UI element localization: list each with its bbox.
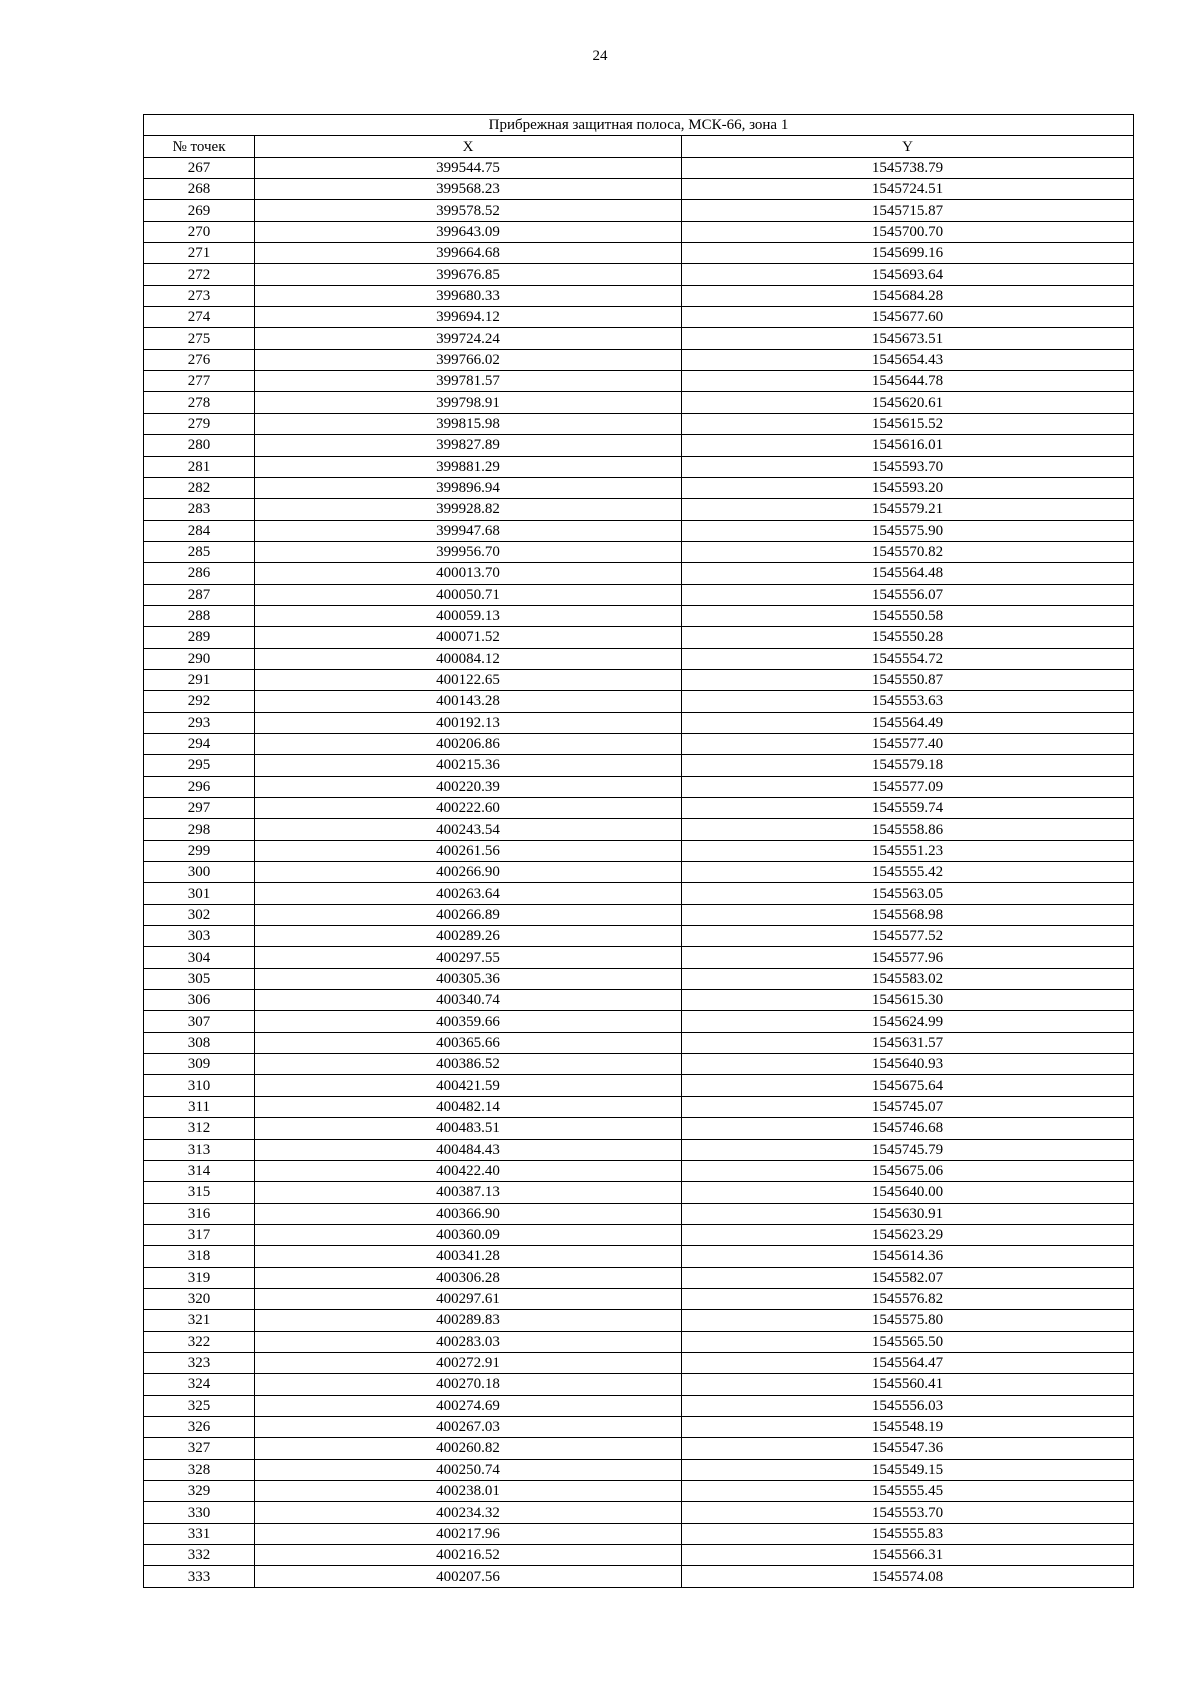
table-row xyxy=(144,947,1134,968)
cell-point-number: 280 xyxy=(144,435,255,456)
cell-point-number: 291 xyxy=(144,669,255,690)
table-row xyxy=(144,883,1134,904)
table-row xyxy=(144,712,1134,733)
cell-point-number: 286 xyxy=(144,563,255,584)
cell-y: 1545614.36 xyxy=(682,1246,1134,1267)
cell-point-number: 304 xyxy=(144,947,255,968)
cell-x: 400305.36 xyxy=(255,968,682,989)
cell-y: 1545549.15 xyxy=(682,1459,1134,1480)
table-row xyxy=(144,691,1134,712)
cell-point-number: 285 xyxy=(144,541,255,562)
cell-x: 400260.82 xyxy=(255,1438,682,1459)
cell-point-number: 318 xyxy=(144,1246,255,1267)
cell-x: 400261.56 xyxy=(255,840,682,861)
cell-x: 400122.65 xyxy=(255,669,682,690)
cell-point-number: 287 xyxy=(144,584,255,605)
cell-x: 400366.90 xyxy=(255,1203,682,1224)
table-row xyxy=(144,1288,1134,1309)
cell-point-number: 328 xyxy=(144,1459,255,1480)
cell-y: 1545715.87 xyxy=(682,200,1134,221)
cell-x: 400482.14 xyxy=(255,1096,682,1117)
cell-x: 399881.29 xyxy=(255,456,682,477)
cell-y: 1545559.74 xyxy=(682,798,1134,819)
cell-point-number: 310 xyxy=(144,1075,255,1096)
cell-y: 1545550.58 xyxy=(682,605,1134,626)
cell-point-number: 284 xyxy=(144,520,255,541)
cell-point-number: 268 xyxy=(144,179,255,200)
cell-point-number: 305 xyxy=(144,968,255,989)
cell-point-number: 272 xyxy=(144,264,255,285)
cell-x: 400341.28 xyxy=(255,1246,682,1267)
cell-x: 400272.91 xyxy=(255,1352,682,1373)
table-row xyxy=(144,1545,1134,1566)
cell-x: 400484.43 xyxy=(255,1139,682,1160)
cell-x: 399781.57 xyxy=(255,371,682,392)
cell-y: 1545640.93 xyxy=(682,1054,1134,1075)
cell-x: 400421.59 xyxy=(255,1075,682,1096)
cell-x: 400289.26 xyxy=(255,926,682,947)
cell-y: 1545640.00 xyxy=(682,1182,1134,1203)
cell-y: 1545550.87 xyxy=(682,669,1134,690)
cell-point-number: 317 xyxy=(144,1224,255,1245)
cell-x: 399947.68 xyxy=(255,520,682,541)
cell-y: 1545553.70 xyxy=(682,1502,1134,1523)
table-row xyxy=(144,1438,1134,1459)
cell-y: 1545577.09 xyxy=(682,776,1134,797)
cell-x: 400216.52 xyxy=(255,1545,682,1566)
table-row xyxy=(144,1352,1134,1373)
cell-point-number: 290 xyxy=(144,648,255,669)
cell-x: 400266.89 xyxy=(255,904,682,925)
table-row xyxy=(144,520,1134,541)
cell-x: 399956.70 xyxy=(255,541,682,562)
table-row xyxy=(144,733,1134,754)
table-row xyxy=(144,1395,1134,1416)
cell-y: 1545684.28 xyxy=(682,285,1134,306)
cell-point-number: 316 xyxy=(144,1203,255,1224)
cell-point-number: 279 xyxy=(144,413,255,434)
cell-y: 1545738.79 xyxy=(682,157,1134,178)
table-row xyxy=(144,1374,1134,1395)
cell-y: 1545615.52 xyxy=(682,413,1134,434)
table-row xyxy=(144,1054,1134,1075)
cell-y: 1545556.07 xyxy=(682,584,1134,605)
cell-y: 1545565.50 xyxy=(682,1331,1134,1352)
cell-x: 400215.36 xyxy=(255,755,682,776)
cell-x: 400340.74 xyxy=(255,990,682,1011)
cell-x: 399815.98 xyxy=(255,413,682,434)
table-row xyxy=(144,990,1134,1011)
cell-point-number: 277 xyxy=(144,371,255,392)
cell-x: 400386.52 xyxy=(255,1054,682,1075)
cell-y: 1545563.05 xyxy=(682,883,1134,904)
cell-y: 1545693.64 xyxy=(682,264,1134,285)
table-row xyxy=(144,1203,1134,1224)
table-row xyxy=(144,328,1134,349)
cell-x: 399643.09 xyxy=(255,221,682,242)
cell-y: 1545654.43 xyxy=(682,349,1134,370)
cell-x: 399568.23 xyxy=(255,179,682,200)
table-body xyxy=(144,157,1134,1587)
cell-point-number: 288 xyxy=(144,605,255,626)
table-row xyxy=(144,1075,1134,1096)
table-row xyxy=(144,371,1134,392)
cell-point-number: 292 xyxy=(144,691,255,712)
cell-x: 400360.09 xyxy=(255,1224,682,1245)
cell-point-number: 299 xyxy=(144,840,255,861)
cell-point-number: 297 xyxy=(144,798,255,819)
table-row xyxy=(144,456,1134,477)
header-y: Y xyxy=(682,136,1134,157)
cell-point-number: 302 xyxy=(144,904,255,925)
table-head xyxy=(144,115,1134,158)
table-row xyxy=(144,1246,1134,1267)
cell-x: 399827.89 xyxy=(255,435,682,456)
table-row xyxy=(144,157,1134,178)
cell-point-number: 319 xyxy=(144,1267,255,1288)
table-row xyxy=(144,392,1134,413)
cell-y: 1545547.36 xyxy=(682,1438,1134,1459)
table-row xyxy=(144,1011,1134,1032)
cell-x: 399676.85 xyxy=(255,264,682,285)
table-row xyxy=(144,1523,1134,1544)
table-row xyxy=(144,200,1134,221)
cell-x: 400289.83 xyxy=(255,1310,682,1331)
header-point-number: № точек xyxy=(144,136,255,157)
cell-y: 1545577.96 xyxy=(682,947,1134,968)
cell-point-number: 269 xyxy=(144,200,255,221)
table-row xyxy=(144,862,1134,883)
cell-y: 1545745.07 xyxy=(682,1096,1134,1117)
cell-y: 1545579.21 xyxy=(682,499,1134,520)
cell-x: 400250.74 xyxy=(255,1459,682,1480)
cell-x: 399766.02 xyxy=(255,349,682,370)
table-row xyxy=(144,243,1134,264)
table-row xyxy=(144,669,1134,690)
table-row xyxy=(144,349,1134,370)
cell-x: 400217.96 xyxy=(255,1523,682,1544)
cell-y: 1545564.48 xyxy=(682,563,1134,584)
cell-x: 400238.01 xyxy=(255,1481,682,1502)
cell-point-number: 325 xyxy=(144,1395,255,1416)
cell-x: 399928.82 xyxy=(255,499,682,520)
table-row xyxy=(144,605,1134,626)
table-row xyxy=(144,435,1134,456)
cell-y: 1545724.51 xyxy=(682,179,1134,200)
cell-y: 1545550.28 xyxy=(682,627,1134,648)
table-row xyxy=(144,798,1134,819)
cell-x: 400297.55 xyxy=(255,947,682,968)
table-row xyxy=(144,1566,1134,1587)
cell-point-number: 273 xyxy=(144,285,255,306)
cell-x: 400483.51 xyxy=(255,1118,682,1139)
table-row xyxy=(144,1182,1134,1203)
cell-y: 1545631.57 xyxy=(682,1032,1134,1053)
table-row xyxy=(144,776,1134,797)
table-row xyxy=(144,221,1134,242)
cell-y: 1545564.49 xyxy=(682,712,1134,733)
cell-point-number: 307 xyxy=(144,1011,255,1032)
table-row xyxy=(144,968,1134,989)
table-row xyxy=(144,648,1134,669)
cell-x: 400422.40 xyxy=(255,1160,682,1181)
table-row xyxy=(144,179,1134,200)
cell-y: 1545564.47 xyxy=(682,1352,1134,1373)
cell-point-number: 320 xyxy=(144,1288,255,1309)
cell-y: 1545593.20 xyxy=(682,477,1134,498)
cell-y: 1545746.68 xyxy=(682,1118,1134,1139)
cell-point-number: 312 xyxy=(144,1118,255,1139)
cell-y: 1545579.18 xyxy=(682,755,1134,776)
cell-y: 1545554.72 xyxy=(682,648,1134,669)
cell-y: 1545615.30 xyxy=(682,990,1134,1011)
cell-y: 1545551.23 xyxy=(682,840,1134,861)
cell-y: 1545575.80 xyxy=(682,1310,1134,1331)
table-header-row xyxy=(144,136,1134,157)
cell-y: 1545624.99 xyxy=(682,1011,1134,1032)
cell-y: 1545560.41 xyxy=(682,1374,1134,1395)
cell-point-number: 323 xyxy=(144,1352,255,1373)
cell-point-number: 270 xyxy=(144,221,255,242)
cell-y: 1545616.01 xyxy=(682,435,1134,456)
header-x: X xyxy=(255,136,682,157)
table-row xyxy=(144,477,1134,498)
table-title-row xyxy=(144,115,1134,136)
cell-y: 1545566.31 xyxy=(682,1545,1134,1566)
cell-y: 1545553.63 xyxy=(682,691,1134,712)
table-row xyxy=(144,755,1134,776)
table-row xyxy=(144,1224,1134,1245)
cell-y: 1545577.40 xyxy=(682,733,1134,754)
cell-point-number: 306 xyxy=(144,990,255,1011)
cell-point-number: 313 xyxy=(144,1139,255,1160)
cell-point-number: 308 xyxy=(144,1032,255,1053)
cell-y: 1545700.70 xyxy=(682,221,1134,242)
cell-point-number: 296 xyxy=(144,776,255,797)
cell-x: 400359.66 xyxy=(255,1011,682,1032)
cell-point-number: 333 xyxy=(144,1566,255,1587)
table-row xyxy=(144,1032,1134,1053)
table-row xyxy=(144,1310,1134,1331)
cell-y: 1545556.03 xyxy=(682,1395,1134,1416)
table-row xyxy=(144,1459,1134,1480)
cell-x: 399798.91 xyxy=(255,392,682,413)
cell-y: 1545576.82 xyxy=(682,1288,1134,1309)
cell-point-number: 301 xyxy=(144,883,255,904)
cell-x: 400071.52 xyxy=(255,627,682,648)
cell-point-number: 311 xyxy=(144,1096,255,1117)
page-number: 24 xyxy=(592,48,608,64)
cell-y: 1545574.08 xyxy=(682,1566,1134,1587)
table-row xyxy=(144,840,1134,861)
cell-x: 399896.94 xyxy=(255,477,682,498)
cell-point-number: 281 xyxy=(144,456,255,477)
table-row xyxy=(144,926,1134,947)
table-row xyxy=(144,1139,1134,1160)
table-row xyxy=(144,413,1134,434)
cell-point-number: 303 xyxy=(144,926,255,947)
cell-x: 400207.56 xyxy=(255,1566,682,1587)
table-row xyxy=(144,563,1134,584)
cell-x: 400297.61 xyxy=(255,1288,682,1309)
cell-point-number: 289 xyxy=(144,627,255,648)
cell-x: 399680.33 xyxy=(255,285,682,306)
cell-x: 400220.39 xyxy=(255,776,682,797)
cell-y: 1545677.60 xyxy=(682,307,1134,328)
cell-x: 400283.03 xyxy=(255,1331,682,1352)
table-row xyxy=(144,584,1134,605)
cell-point-number: 298 xyxy=(144,819,255,840)
cell-point-number: 294 xyxy=(144,733,255,754)
cell-y: 1545745.79 xyxy=(682,1139,1134,1160)
table-row xyxy=(144,1118,1134,1139)
cell-x: 399724.24 xyxy=(255,328,682,349)
cell-point-number: 332 xyxy=(144,1545,255,1566)
cell-y: 1545699.16 xyxy=(682,243,1134,264)
cell-x: 400143.28 xyxy=(255,691,682,712)
cell-y: 1545644.78 xyxy=(682,371,1134,392)
cell-y: 1545548.19 xyxy=(682,1416,1134,1437)
table-row xyxy=(144,1416,1134,1437)
cell-point-number: 295 xyxy=(144,755,255,776)
cell-point-number: 329 xyxy=(144,1481,255,1502)
cell-y: 1545555.83 xyxy=(682,1523,1134,1544)
table-row xyxy=(144,1331,1134,1352)
table-row xyxy=(144,819,1134,840)
cell-point-number: 314 xyxy=(144,1160,255,1181)
cell-y: 1545675.06 xyxy=(682,1160,1134,1181)
table-row xyxy=(144,307,1134,328)
cell-x: 400059.13 xyxy=(255,605,682,626)
cell-x: 400263.64 xyxy=(255,883,682,904)
cell-y: 1545675.64 xyxy=(682,1075,1134,1096)
cell-x: 400192.13 xyxy=(255,712,682,733)
cell-y: 1545555.42 xyxy=(682,862,1134,883)
cell-x: 400222.60 xyxy=(255,798,682,819)
cell-x: 400306.28 xyxy=(255,1267,682,1288)
cell-y: 1545582.07 xyxy=(682,1267,1134,1288)
cell-y: 1545673.51 xyxy=(682,328,1134,349)
cell-y: 1545570.82 xyxy=(682,541,1134,562)
cell-x: 400365.66 xyxy=(255,1032,682,1053)
cell-point-number: 315 xyxy=(144,1182,255,1203)
table-row xyxy=(144,285,1134,306)
cell-point-number: 271 xyxy=(144,243,255,264)
cell-y: 1545583.02 xyxy=(682,968,1134,989)
cell-point-number: 322 xyxy=(144,1331,255,1352)
cell-y: 1545558.86 xyxy=(682,819,1134,840)
cell-point-number: 276 xyxy=(144,349,255,370)
cell-y: 1545630.91 xyxy=(682,1203,1134,1224)
cell-x: 400243.54 xyxy=(255,819,682,840)
cell-point-number: 331 xyxy=(144,1523,255,1544)
cell-x: 400274.69 xyxy=(255,1395,682,1416)
cell-x: 399694.12 xyxy=(255,307,682,328)
cell-point-number: 326 xyxy=(144,1416,255,1437)
cell-x: 399544.75 xyxy=(255,157,682,178)
cell-point-number: 274 xyxy=(144,307,255,328)
table-row xyxy=(144,1502,1134,1523)
cell-y: 1545568.98 xyxy=(682,904,1134,925)
cell-x: 400266.90 xyxy=(255,862,682,883)
table-row xyxy=(144,1481,1134,1502)
cell-y: 1545593.70 xyxy=(682,456,1134,477)
cell-point-number: 300 xyxy=(144,862,255,883)
cell-point-number: 278 xyxy=(144,392,255,413)
cell-point-number: 267 xyxy=(144,157,255,178)
cell-y: 1545577.52 xyxy=(682,926,1134,947)
cell-x: 400234.32 xyxy=(255,1502,682,1523)
cell-x: 400267.03 xyxy=(255,1416,682,1437)
cell-x: 400050.71 xyxy=(255,584,682,605)
cell-x: 400270.18 xyxy=(255,1374,682,1395)
cell-x: 400206.86 xyxy=(255,733,682,754)
table-row xyxy=(144,264,1134,285)
table-row xyxy=(144,541,1134,562)
cell-point-number: 321 xyxy=(144,1310,255,1331)
cell-x: 400387.13 xyxy=(255,1182,682,1203)
cell-point-number: 282 xyxy=(144,477,255,498)
cell-point-number: 324 xyxy=(144,1374,255,1395)
cell-point-number: 327 xyxy=(144,1438,255,1459)
cell-y: 1545620.61 xyxy=(682,392,1134,413)
table-row xyxy=(144,627,1134,648)
cell-point-number: 293 xyxy=(144,712,255,733)
cell-x: 400013.70 xyxy=(255,563,682,584)
cell-x: 399664.68 xyxy=(255,243,682,264)
cell-x: 400084.12 xyxy=(255,648,682,669)
cell-y: 1545575.90 xyxy=(682,520,1134,541)
cell-point-number: 275 xyxy=(144,328,255,349)
table-row xyxy=(144,1160,1134,1181)
cell-point-number: 330 xyxy=(144,1502,255,1523)
cell-point-number: 283 xyxy=(144,499,255,520)
coordinates-table xyxy=(143,114,1134,1588)
table-title: Прибрежная защитная полоса, МСК-66, зона 1 xyxy=(144,115,1134,136)
cell-y: 1545555.45 xyxy=(682,1481,1134,1502)
cell-x: 399578.52 xyxy=(255,200,682,221)
table-row xyxy=(144,499,1134,520)
cell-point-number: 309 xyxy=(144,1054,255,1075)
table-row xyxy=(144,904,1134,925)
cell-y: 1545623.29 xyxy=(682,1224,1134,1245)
table-row xyxy=(144,1267,1134,1288)
table-row xyxy=(144,1096,1134,1117)
